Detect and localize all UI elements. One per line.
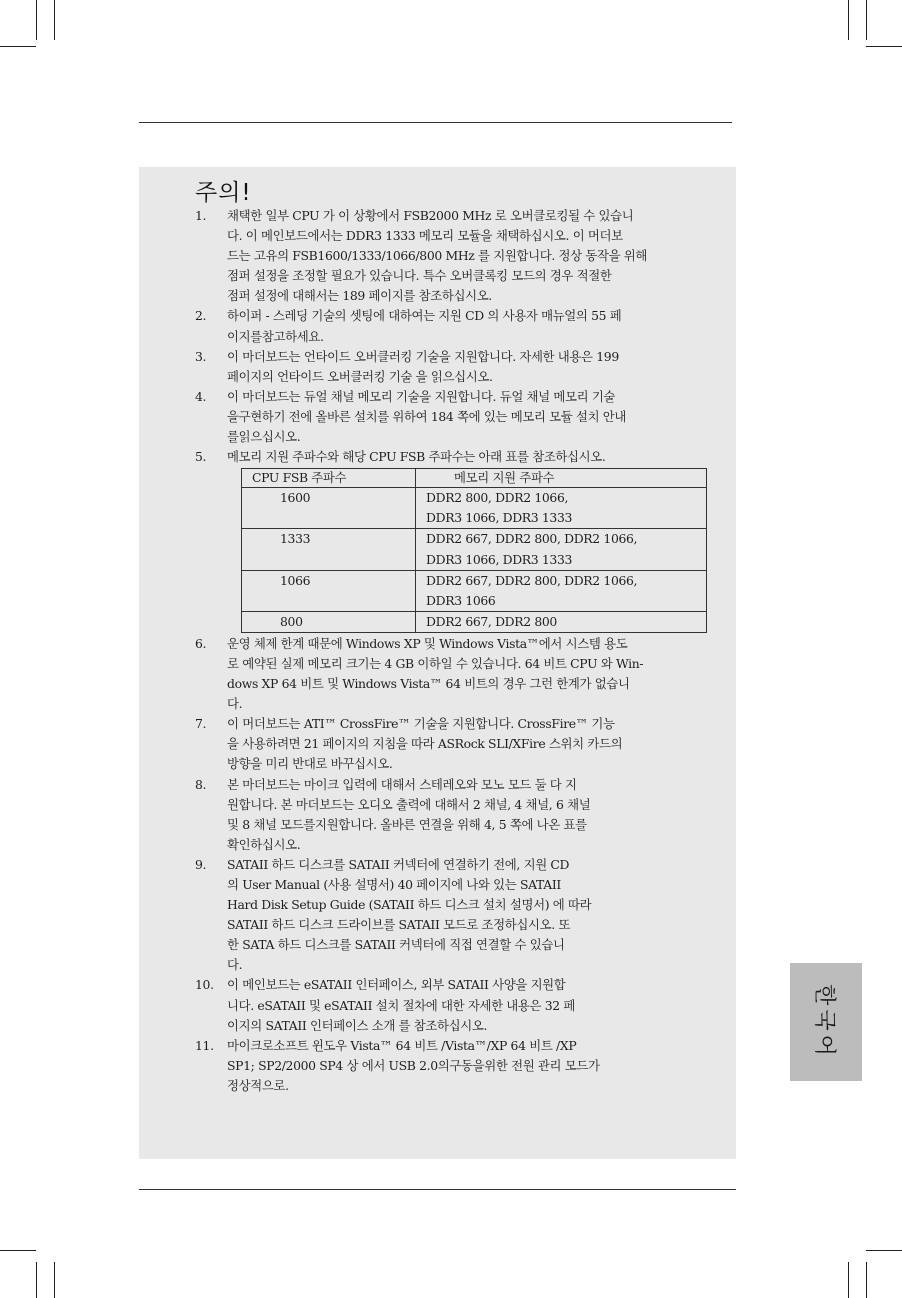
note-number: 10. — [195, 977, 214, 993]
note-number: 6. — [195, 635, 207, 651]
note-text-line: 메모리 지원 주파수와 해당 CPU FSB 주파수는 아래 표를 참조하십시오. — [227, 449, 606, 465]
note-text-line: Hard Disk Setup Guide (SATAII 하드 디스크 설치 설명서) 에 따라 — [227, 897, 592, 913]
note-number: 3. — [195, 348, 207, 364]
note-text-line: 점퍼 설정에 대해서는 189 페이지를 참조하십시오. — [227, 288, 492, 304]
note-item — [195, 347, 707, 387]
note-text-line: 페이지의 언타이드 오버클러킹 기술 을 읽으십시오. — [227, 368, 493, 384]
cpu-fsb-cell: 1066 — [242, 570, 416, 611]
memory-support-line: DDR2 667, DDR2 800 — [426, 613, 557, 629]
note-text-line: 점퍼 설정을 조정할 필요가 있습니다. 특수 오버클록킹 모드의 경우 적절한 — [227, 268, 612, 284]
memory-support-cell — [416, 611, 707, 632]
note-text-line: 을 사용하려면 21 페이지의 지침을 따라 ASRock SLI/XFire 스위치 카드의 — [227, 736, 623, 752]
note-item — [195, 1036, 707, 1096]
fsb-memory-table — [241, 468, 707, 633]
cpu-fsb-header: CPU FSB 주파수 — [242, 469, 416, 488]
cpu-fsb-cell: 1333 — [242, 529, 416, 570]
note-item — [195, 387, 707, 447]
note-text-line: 로 예약된 실제 메모리 크기는 4 GB 이하일 수 있습니다. 64 비트 CPU 와 Win- — [227, 655, 644, 671]
memory-support-header: 메모리 지원 주파수 — [416, 469, 707, 488]
memory-support-line: DDR2 667, DDR2 800, DDR2 1066, — [426, 572, 638, 588]
memory-support-cell — [416, 529, 707, 570]
memory-support-line: DDR3 1066, DDR3 1333 — [426, 510, 573, 526]
note-number: 4. — [195, 388, 207, 404]
note-text-line: 하이퍼 - 스레딩 기술의 셋팅에 대하여는 지원 CD 의 사용자 매뉴얼의 55 페 — [227, 308, 622, 324]
note-text-line: 한 SATA 하드 디스크를 SATAII 커넥터에 직접 연결할 수 있습니 — [227, 937, 565, 953]
note-text-line: 다. 이 메인보드에서는 DDR3 1333 메모리 모듈을 채택하십시오. 이 머더보 — [227, 228, 623, 244]
note-item — [195, 855, 707, 976]
note-number: 5. — [195, 449, 207, 465]
note-item — [195, 775, 707, 855]
table-header-row — [242, 469, 707, 488]
note-text-line: 채택한 일부 CPU 가 이 상황에서 FSB2000 MHz 로 오버클로킹될 수 있습니 — [227, 208, 634, 223]
note-text-line: 드는 고유의 FSB1600/1333/1066/800 MHz 를 지원합니다. 정상 동작을 위해 — [227, 248, 648, 264]
memory-support-line: DDR3 1066, DDR3 1333 — [426, 551, 573, 567]
note-number: 1. — [195, 208, 207, 223]
table-row — [242, 570, 707, 611]
note-text-line: SP1; SP2/2000 SP4 상 에서 USB 2.0의구동을위한 전원 관리 모드가 — [227, 1057, 600, 1073]
note-text-line: 이 마더보드는 듀얼 채널 메모리 기술을 지원합니다. 듀얼 채널 메모리 기술 — [227, 388, 616, 404]
note-item — [195, 206, 707, 306]
note-text-line: SATAII 하드 디스크를 SATAII 커넥터에 연결하기 전에, 지원 CD — [227, 856, 570, 872]
language-tab-label: 한국어 — [811, 984, 837, 1060]
footer-rule — [139, 1189, 736, 1190]
notes-list — [195, 206, 707, 1096]
table-row — [242, 529, 707, 570]
note-number: 9. — [195, 856, 207, 872]
note-text-line: SATAII 하드 디스크 드라이브를 SATAII 모드로 조정하십시오. 또 — [227, 917, 571, 933]
note-text-line: 마이크로소프트 윈도우 Vista™ 64 비트 /Vista™/XP 64 비트 /XP — [227, 1037, 577, 1053]
note-number: 7. — [195, 716, 207, 732]
note-text-line: dows XP 64 비트 및 Windows Vista™ 64 비트의 경우 그런 한계가 없습니 — [227, 676, 630, 692]
memory-support-cell — [416, 570, 707, 611]
note-text-line: 본 마더보드는 마이크 입력에 대해서 스테레오와 모노 모드 둘 다 지 — [227, 776, 577, 792]
memory-support-line: DDR3 1066 — [426, 592, 496, 608]
language-side-tab — [790, 963, 862, 1081]
note-text-line: 방향을 미리 반대로 바꾸십시오. — [227, 756, 393, 772]
note-text-line: 다. — [227, 957, 243, 973]
note-number: 11. — [195, 1037, 214, 1053]
note-text-line: 및 8 채널 모드를지원합니다. 올바른 연결을 위해 4, 5 쪽에 나온 표를 — [227, 816, 587, 832]
note-text-line: 이 머더보드는 ATI™ CrossFire™ 기술을 지원합니다. CrossFire™ 기능 — [227, 716, 615, 732]
note-text-line: 이 메인보드는 eSATAII 인터페이스, 외부 SATAII 사양을 지원합 — [227, 977, 566, 993]
note-text-line: 니다. eSATAII 및 eSATAII 설치 절차에 대한 자세한 내용은 32 페 — [227, 997, 575, 1013]
note-text-line: 을구현하기 전에 올바른 설치를 위하여 184 쪽에 있는 메모리 모듈 설치 안내 — [227, 408, 627, 424]
note-number: 2. — [195, 308, 207, 324]
note-item — [195, 634, 707, 714]
cpu-fsb-cell: 800 — [242, 611, 416, 632]
note-text-line: 다. — [227, 696, 243, 712]
note-item — [195, 306, 707, 346]
header-rule — [139, 122, 732, 123]
note-number: 8. — [195, 776, 207, 792]
note-item — [195, 714, 707, 774]
note-text-line: 이지를참고하세요. — [227, 328, 324, 344]
note-text-line: 원합니다. 본 마더보드는 오디오 출력에 대해서 2 채널, 4 채널, 6 채널 — [227, 796, 591, 812]
note-item — [195, 975, 707, 1035]
note-text-line: 를읽으십시오. — [227, 429, 301, 445]
note-text-line: 확인하십시오. — [227, 836, 301, 852]
table-row — [242, 488, 707, 529]
memory-support-cell — [416, 488, 707, 529]
table-row — [242, 611, 707, 632]
memory-support-line: DDR2 800, DDR2 1066, — [426, 490, 569, 506]
cpu-fsb-cell: 1600 — [242, 488, 416, 529]
note-text-line: 의 User Manual (사용 설명서) 40 페이지에 나와 있는 SATAII — [227, 877, 561, 892]
note-item — [195, 447, 707, 633]
note-text-line: 이지의 SATAII 인터페이스 소개 를 참조하십시오. — [227, 1017, 488, 1033]
notice-heading: 주의! — [195, 180, 252, 206]
note-text-line: 이 마더보드는 언타이드 오버클러킹 기술을 지원합니다. 자세한 내용은 199 — [227, 348, 619, 364]
note-text-line: 운영 체제 한계 때문에 Windows XP 및 Windows Vista™에서 시스템 용도 — [227, 635, 628, 651]
note-text-line: 정상적으로. — [227, 1077, 289, 1093]
memory-support-line: DDR2 667, DDR2 800, DDR2 1066, — [426, 531, 638, 547]
